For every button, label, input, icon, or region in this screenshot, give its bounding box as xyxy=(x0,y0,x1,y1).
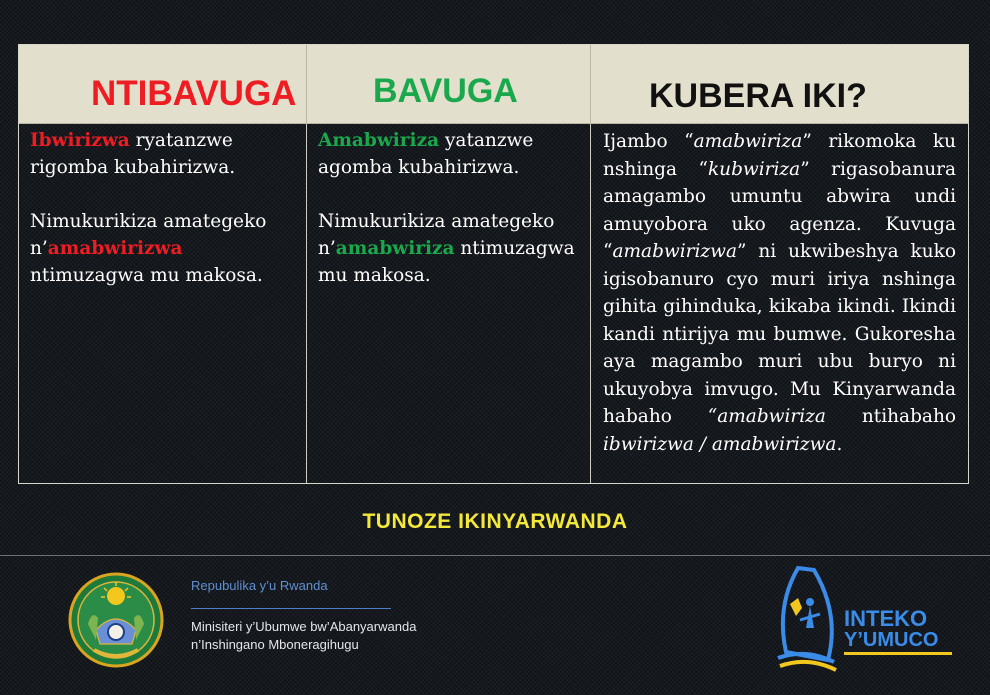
correct-word: Amabwiriza xyxy=(318,130,440,151)
italic-term: ibwirizwa / amabwirizwa xyxy=(603,433,837,455)
text: ryatanzwe rigomba kubahirizwa. xyxy=(30,130,236,178)
italic-term: amabwirizwa xyxy=(612,241,738,262)
paragraph xyxy=(30,127,296,181)
footer-divider xyxy=(0,555,990,556)
republic-label: Repubulika y’u Rwanda xyxy=(191,578,328,593)
ministry-name-line1: Minisiteri y’Ubumwe bw’Abanyarwanda xyxy=(191,619,417,634)
footer-rule xyxy=(191,608,391,609)
correct-word: amabwiriza xyxy=(335,238,455,259)
incorrect-word: Ibwirizwa xyxy=(30,130,130,151)
italic-term: kubwiriza xyxy=(707,158,801,180)
text: Nimukurikiza amategeko n’ xyxy=(318,211,555,259)
text: ntihabaho xyxy=(825,406,956,427)
cell-bavuga xyxy=(307,124,591,483)
paragraph xyxy=(318,208,580,289)
inteko-yumuco-logo-icon xyxy=(770,562,970,677)
text: ” rikomoka ku nshinga “ xyxy=(603,131,957,180)
logo-text-line1: INTEKO xyxy=(844,606,928,631)
incorrect-word: amabwirizwa xyxy=(47,238,183,259)
text: ” ni ukwibeshya kuko igisobanuro cyo muri iriya nshinga gihita gihinduka, kikaba ikindi. Ikindi kandi ntirijya mu bumwe. Gukoresha aya magambo muri ubu buryo ni ukuyobya imvugo. Mu Kinyarwanda habaho xyxy=(603,241,956,427)
comparison-table xyxy=(18,44,969,484)
header-ntibavuga: NTIBAVUGA xyxy=(91,74,297,113)
cell-ntibavuga xyxy=(19,124,307,483)
rwanda-coat-of-arms-icon xyxy=(66,570,166,670)
logo-text-line2: Y’UMUCO xyxy=(844,629,939,651)
text: yatanzwe agomba kubahirizwa. xyxy=(318,130,534,178)
header-cell-bavuga xyxy=(307,45,591,124)
paragraph xyxy=(318,127,580,181)
paragraph xyxy=(30,208,296,289)
text: ” rigasobanura amagambo umuntu abwira undi amuyobora uko agenza. Kuvuga “ xyxy=(603,158,956,262)
text: ntimuzagwa mu makosa. xyxy=(318,238,575,286)
text: . xyxy=(836,433,843,455)
header-cell-ntibavuga xyxy=(19,45,307,124)
header-kubera-iki: KUBERA IKI? xyxy=(649,77,867,115)
text: ntimuzagwa mu makosa. xyxy=(30,265,263,286)
italic-term: amabwiriza xyxy=(693,131,803,152)
cell-kubera-iki xyxy=(591,124,968,483)
header-bavuga: BAVUGA xyxy=(373,72,518,110)
italic-term: “amabwiriza xyxy=(707,406,826,427)
ministry-name-line2: n’Inshingano Mboneragihugu xyxy=(191,637,359,652)
text: Ijambo “ xyxy=(603,131,694,152)
text: Nimukurikiza amategeko n’ xyxy=(30,211,267,259)
motto: TUNOZE IKINYARWANDA xyxy=(362,510,628,533)
header-cell-kubera-iki xyxy=(591,45,968,124)
